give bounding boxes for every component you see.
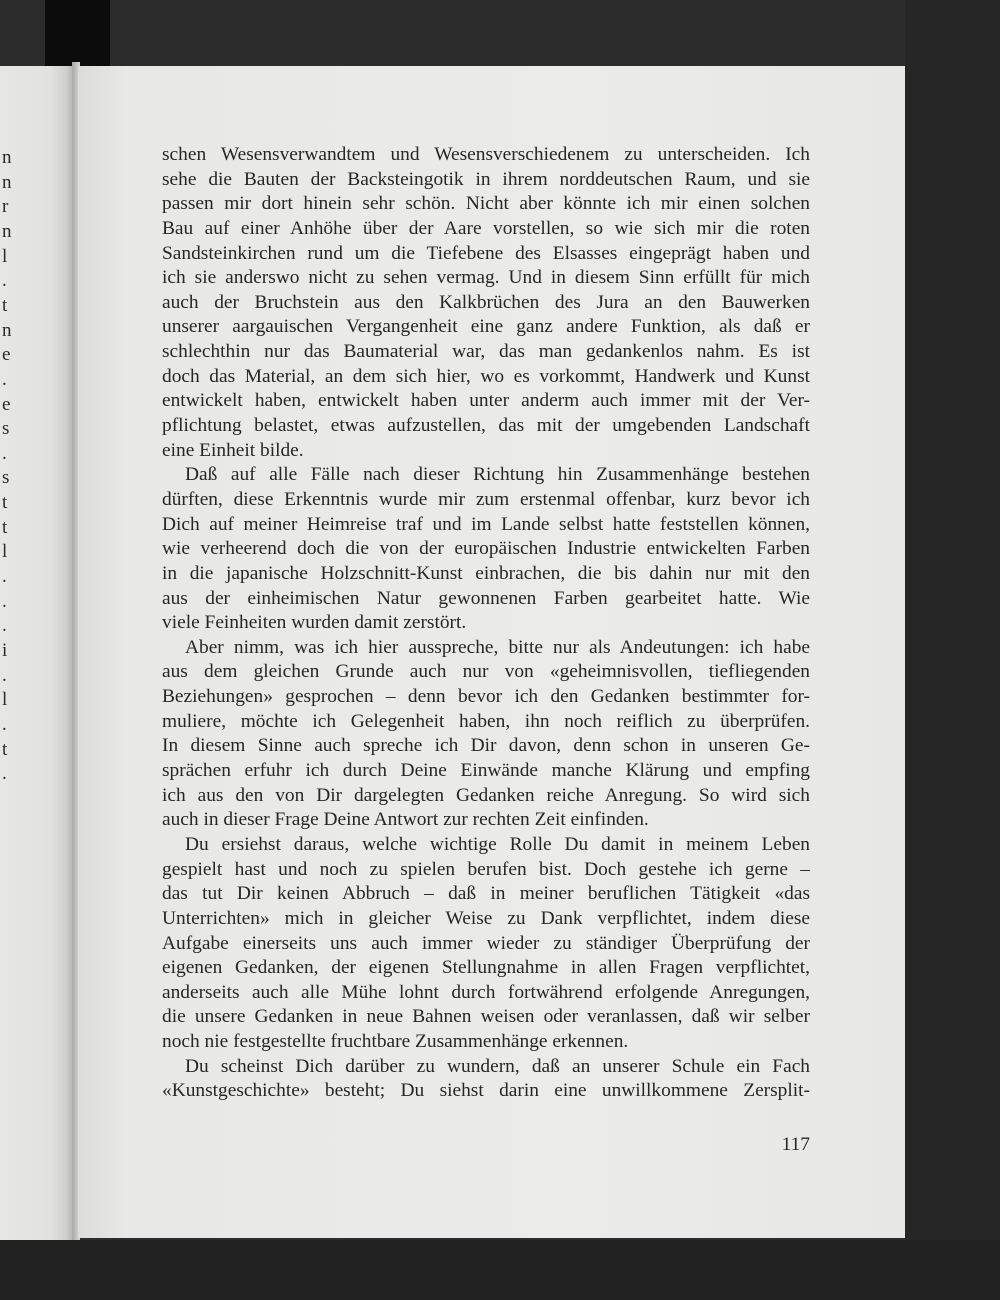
text-line: passen mir dort hinein sehr schön. Nicht aber könnte ich mir einen solchen: [162, 193, 810, 215]
paragraph: [162, 833, 810, 1055]
left-page-text-fragment: t: [2, 492, 8, 514]
text-line: dürften, diese Erkenntnis wurde mir zum erstenmal offenbar, kurz bevor ich: [162, 488, 810, 510]
left-page-text-fragment: s: [2, 418, 10, 440]
text-line: die unsere Gedanken in neue Bahnen weisen oder veranlassen, daß wir selber: [162, 1006, 810, 1028]
scan-background-right: [905, 0, 1000, 1300]
paragraph: [162, 636, 810, 833]
left-page-edge: [0, 66, 72, 1240]
left-page-text-fragment: .: [2, 615, 7, 637]
left-page-text-fragment: .: [2, 590, 7, 612]
text-line: Aber nimm, was ich hier ausspreche, bitte nur als Andeutungen: ich habe: [185, 636, 810, 658]
page-number: 117: [781, 1134, 810, 1155]
text-line: das tut Dir keinen Abbruch – daß in meiner beruflichen Tätigkeit «das: [162, 883, 810, 905]
paragraph: [162, 463, 810, 635]
text-line: Dich auf meiner Heimreise traf und im Lande selbst hatte feststellen können,: [162, 513, 810, 535]
left-page-text-fragment: .: [2, 664, 7, 686]
left-page-text-fragment: .: [2, 270, 7, 292]
left-page-text-fragment: n: [2, 319, 12, 341]
left-page-text-fragment: i: [2, 640, 8, 661]
text-line: entwickelt haben, entwickelt haben unter anderm auch immer mit der Ver-: [162, 390, 810, 412]
text-line: Bau auf einer Anhöhe über der Aare vorstellen, so wie sich mir die roten: [162, 217, 810, 239]
text-line: Unterrichten» mich in gleicher Weise zu Dank verpflichtet, indem diese: [162, 907, 810, 929]
left-page-text-fragment: t: [2, 294, 8, 316]
text-line: schen Wesensverwandtem und Wesensverschiedenem zu unterscheiden. Ich: [162, 144, 810, 165]
text-line: ich sie anderswo nicht zu sehen vermag. Und in diesem Sinn erfüllt für mich: [162, 267, 810, 289]
text-line: in die japanische Holzschnitt-Kunst einbrachen, die bis dahin nur mit den: [162, 562, 810, 584]
text-line: In diesem Sinne auch spreche ich Dir davon, denn schon in unseren Ge-: [162, 735, 810, 757]
text-line: Du ersiehst daraus, welche wichtige Rolle Du damit in meinem Leben: [185, 833, 810, 855]
text-line: pflichtung belastet, etwas aufzustellen, das mit der umgebenden Landschaft: [162, 415, 810, 437]
text-line: schlechthin nur das Baumaterial war, das man gedankenlos nahm. Es ist: [162, 341, 810, 363]
text-line: doch das Material, an dem sich hier, wo es vorkommt, Handwerk und Kunst: [162, 365, 810, 387]
text-line: aus der einheimischen Natur gewonnenen Farben gearbeitet hatte. Wie: [162, 587, 810, 609]
scan-border-top: [45, 0, 110, 66]
text-line: auch in dieser Frage Deine Antwort zur rechten Zeit einfinden.: [162, 809, 649, 831]
left-page-text-fragment: .: [2, 368, 7, 390]
text-line: Du scheinst Dich darüber zu wundern, daß an unserer Schule ein Fach: [185, 1055, 810, 1077]
left-page-text-fragment: .: [2, 566, 7, 588]
text-line: Daß auf alle Fälle nach dieser Richtung hin Zusammenhänge bestehen: [185, 464, 810, 486]
paragraph: [162, 143, 810, 463]
text-line: gespielt hast und noch zu spielen berufen bist. Doch gestehe ich gerne –: [162, 858, 810, 880]
text-line: anderseits auch alle Mühe lohnt durch fortwährend erfolgende Anregungen,: [162, 981, 810, 1003]
text-line: viele Feinheiten wurden damit zerstört.: [162, 612, 467, 634]
text-line: noch nie festgestellte fruchtbare Zusammenhänge erkennen.: [162, 1031, 629, 1053]
left-page-text-fragment: t: [2, 738, 8, 760]
left-page-text-fragment: s: [2, 467, 10, 489]
text-line: Beziehungen» gesprochen – denn bevor ich den Gedanken bestimmter for-: [162, 686, 810, 708]
left-page-text-fragment: r: [2, 196, 9, 218]
scan-background-bottom: [0, 1240, 1000, 1300]
text-line: eine Einheit bilde.: [162, 439, 304, 461]
left-page-text-fragment: n: [2, 171, 12, 193]
left-page-text-fragment: t: [2, 516, 8, 538]
text-line: sprächen erfuhr ich durch Deine Einwände manche Klärung und empfing: [162, 760, 810, 782]
text-line: ich aus den von Dir dargelegten Gedanken reiche Anregung. So wird sich: [162, 784, 810, 806]
text-line: eigenen Gedanken, der eigenen Stellungnahme in allen Fragen verpflichtet,: [162, 957, 810, 979]
left-page-text-fragment: n: [2, 147, 12, 168]
text-line: Aufgabe einerseits uns auch immer wieder zu ständiger Überprüfung der: [162, 932, 810, 954]
text-line: sehe die Bauten der Backsteingotik in ihrem norddeutschen Raum, und sie: [162, 168, 810, 190]
left-page-text-fragment: .: [2, 442, 7, 464]
left-page-text-fragment: .: [2, 713, 7, 735]
paragraph: [162, 1055, 810, 1104]
text-line: muliere, möchte ich Gelegenheit haben, ihn noch reiflich zu überprüfen.: [162, 710, 810, 732]
left-page-text-fragment: .: [2, 763, 7, 785]
text-line: «Kunstgeschichte» besteht; Du siehst darin eine unwillkommene Zersplit-: [162, 1080, 810, 1102]
left-page-text-fragment: l: [2, 541, 8, 563]
text-line: aus dem gleichen Grunde auch nur von «geheimnisvollen, tiefliegenden: [162, 661, 810, 683]
page-body-text: [162, 143, 810, 1104]
left-page-text-fragment: e: [2, 344, 11, 366]
text-line: wie verheerend doch die von der europäischen Industrie entwickelten Farben: [162, 538, 810, 560]
left-page-text-fragment: l: [2, 245, 8, 267]
text-line: Sandsteinkirchen rund um die Tiefebene des Elsasses eingeprägt haben und: [162, 242, 810, 264]
text-line: unserer aargauischen Vergangenheit eine ganz andere Funktion, als daß er: [162, 316, 810, 338]
left-page-text-fragment: n: [2, 220, 12, 242]
text-line: auch der Bruchstein aus den Kalkbrüchen des Jura an den Bauwerken: [162, 291, 810, 313]
left-page-text-fragment: l: [2, 689, 8, 711]
left-page-text-fragment: e: [2, 393, 11, 415]
